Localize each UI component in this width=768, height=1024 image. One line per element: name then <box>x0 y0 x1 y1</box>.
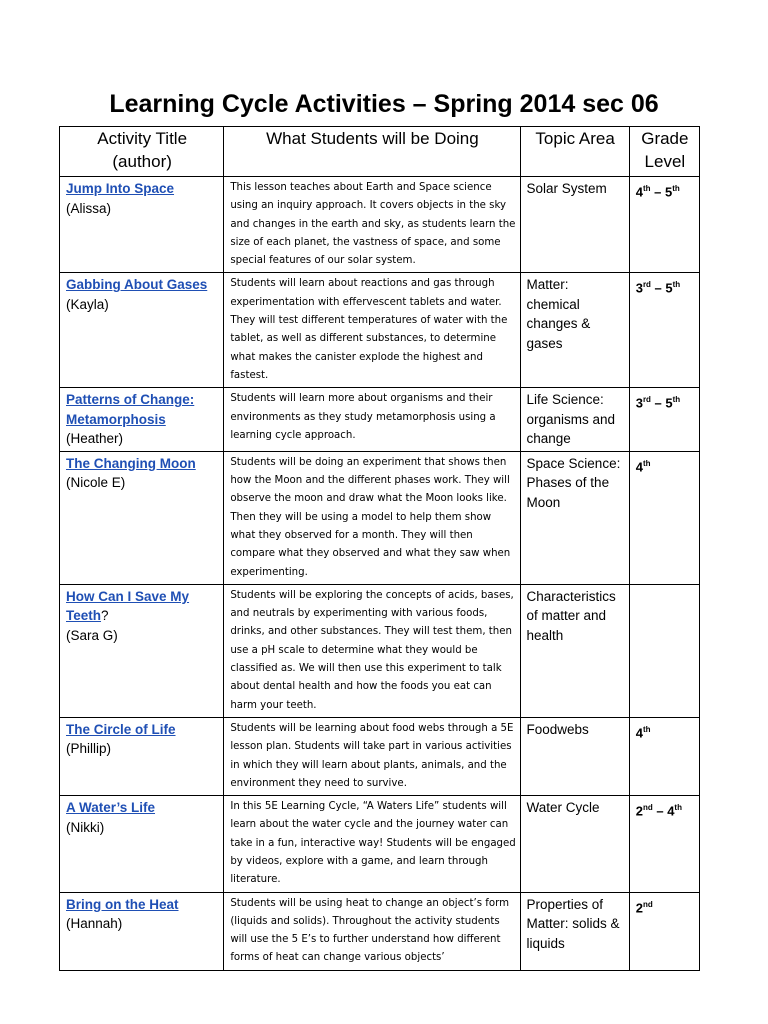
activity-description: This lesson teaches about Earth and Space science using an inquiry approach. It covers objects in the sky and changes in the earth and sky, as students learn the size of each planet, the vastness of space, and some special features of our solar system. <box>224 177 520 273</box>
activity-description: In this 5E Learning Cycle, “A Waters Life” students will learn about the water cycle and the journey water can take in a fun, interactive way! Students will be engaged by videos, explore with a game, and learn through literature. <box>224 796 520 892</box>
grade-from: 4 <box>635 725 643 741</box>
topic-area: Matter: chemical changes & gases <box>520 273 629 388</box>
grade-level <box>629 584 699 717</box>
grade-level <box>629 388 699 452</box>
grade-level <box>629 451 699 584</box>
activity-cell <box>60 451 224 584</box>
grade-from: 3 <box>635 395 643 411</box>
table-row <box>60 388 700 452</box>
activity-author: (Nicole E) <box>66 475 126 491</box>
topic-area: Solar System <box>520 177 629 273</box>
grade-from: 2 <box>635 803 643 819</box>
grade-level <box>629 177 699 273</box>
grade-from: 2 <box>635 899 643 915</box>
topic-area: Foodwebs <box>520 717 629 795</box>
grade-separator: – <box>652 803 668 819</box>
grade-to: 5 <box>665 280 673 296</box>
topic-area: Properties of Matter: solids & liquids <box>520 892 629 970</box>
grade-separator: – <box>650 395 666 411</box>
table-row <box>60 796 700 892</box>
activity-description: Students will learn about reactions and gas through experimentation with effervescent tablets and water. They will test different temperatures of water with the tablet, as well as different substances, to determine what makes the canister explode the highest and fastest. <box>224 273 520 388</box>
header-grade-line1: Grade <box>641 129 689 148</box>
header-grade-level <box>629 127 699 177</box>
activities-table <box>59 126 700 971</box>
activity-author: (Sara G) <box>66 627 118 643</box>
grade-from-suffix: th <box>642 724 651 734</box>
title-suffix: ? <box>101 608 109 624</box>
grade-from: 4 <box>635 184 643 200</box>
header-topic-area: Topic Area <box>520 127 629 177</box>
activity-author: (Kayla) <box>66 296 109 312</box>
activity-cell <box>60 717 224 795</box>
activity-author: (Hannah) <box>66 916 123 932</box>
table-row <box>60 584 700 717</box>
table-row <box>60 177 700 273</box>
activity-link[interactable]: How Can I Save My Teeth <box>66 588 190 624</box>
grade-to-suffix: th <box>674 803 682 813</box>
table-row <box>60 717 700 795</box>
grade-level <box>629 892 699 970</box>
grade-separator: – <box>650 280 666 296</box>
grade-from-suffix: rd <box>642 395 651 405</box>
activity-cell <box>60 388 224 452</box>
grade-to-suffix: th <box>672 280 681 290</box>
activity-link[interactable]: Bring on the Heat <box>66 896 179 912</box>
grade-from-suffix: th <box>642 458 651 468</box>
document-title: Learning Cycle Activities – Spring 2014 sec 06 <box>109 90 659 118</box>
topic-area: Characteristics of matter and health <box>520 584 629 717</box>
header-what-students-doing: What Students will be Doing <box>224 127 520 177</box>
table-row <box>60 451 700 584</box>
activity-link[interactable]: A Water’s Life <box>66 800 156 816</box>
activity-cell <box>60 177 224 273</box>
grade-to: 5 <box>665 395 673 411</box>
grade-from-suffix: rd <box>642 280 651 290</box>
table-row <box>60 892 700 970</box>
grade-to-suffix: th <box>672 395 681 405</box>
grade-from: 3 <box>635 280 643 296</box>
activity-link[interactable]: The Changing Moon <box>66 455 196 471</box>
activity-link[interactable]: Patterns of Change: Metamorphosis <box>66 392 195 427</box>
grade-from: 4 <box>635 459 643 475</box>
header-activity-title <box>60 127 224 177</box>
topic-area: Life Science: organisms and change <box>520 388 629 452</box>
activity-link[interactable]: Jump Into Space <box>66 181 175 196</box>
grade-level <box>629 717 699 795</box>
grade-level <box>629 273 699 388</box>
grade-to: 5 <box>664 184 673 200</box>
activity-link[interactable]: Gabbing About Gases <box>66 277 208 293</box>
grade-level <box>629 796 699 892</box>
activity-cell <box>60 584 224 717</box>
activity-author: (Alissa) <box>66 200 112 216</box>
topic-area: Space Science: Phases of the Moon <box>520 451 629 584</box>
header-title-line2: (author) <box>112 152 172 171</box>
topic-area: Water Cycle <box>520 796 629 892</box>
activity-description: Students will be using heat to change an object’s form (liquids and solids). Throughout the activity students will use the 5 E’s to further understand how different forms of heat can change various objects’ <box>224 892 520 970</box>
activity-author: (Nikki) <box>66 819 105 835</box>
grade-separator: – <box>650 184 665 200</box>
activity-author: (Heather) <box>66 431 124 447</box>
activity-author: (Phillip) <box>66 741 112 757</box>
grade-from-suffix: th <box>642 184 651 193</box>
header-title-line1: Activity Title <box>97 129 188 148</box>
activity-link[interactable]: The Circle of Life <box>66 721 176 737</box>
grade-to: 4 <box>667 803 675 819</box>
activity-cell <box>60 796 224 892</box>
header-grade-line2: Level <box>644 152 686 171</box>
activity-cell <box>60 273 224 388</box>
table-row <box>60 273 700 388</box>
header-row <box>60 127 700 177</box>
activity-description: Students will learn more about organisms and their environments as they study metamorphosis using a learning cycle approach. <box>224 388 520 452</box>
grade-from-suffix: nd <box>642 899 653 909</box>
grade-from-suffix: nd <box>642 803 653 813</box>
activity-description: Students will be doing an experiment that shows then how the Moon and the different phases work. They will observe the moon and draw what the Moon looks like. Then they will be using a model to help them show what they observed for a month. They will then compare what they observed and what they saw when experimenting. <box>224 451 520 584</box>
activity-cell <box>60 892 224 970</box>
activity-description: Students will be exploring the concepts of acids, bases, and neutrals by experimenting with various foods, drinks, and other substances. They will test them, then use a pH scale to determine what they would be classified as. We will then use this experiment to talk about dental health and how the foods you eat can harm your teeth. <box>224 584 520 717</box>
activity-description: Students will be learning about food webs through a 5E lesson plan. Students will take part in various activities in which they will learn about plants, animals, and the environment they need to survive. <box>224 717 520 795</box>
grade-to-suffix: th <box>672 184 680 193</box>
